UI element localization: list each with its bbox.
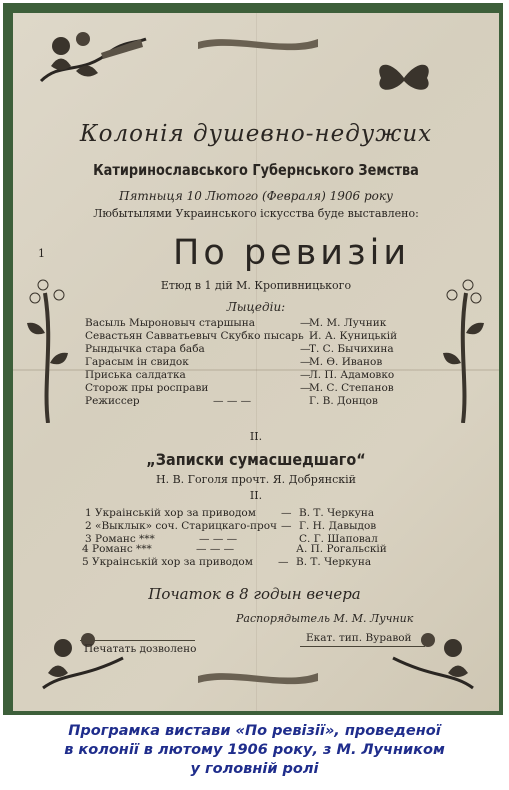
cast-dash: — bbox=[300, 369, 311, 381]
cast-actor: Г. В. Донцов bbox=[309, 395, 378, 407]
cast-role: Рындычка стара баба bbox=[85, 343, 205, 355]
reading-author: Н. В. Гоголя прочт. Я. Добрянскій bbox=[156, 473, 356, 486]
cast-role: Приська салдатка bbox=[85, 369, 186, 381]
performance-date: Пятныця 10 Лютого (Февраля) 1906 року bbox=[118, 189, 393, 203]
concert-item: 3 Романс *** bbox=[85, 533, 155, 545]
concert-dash: — — — bbox=[199, 533, 238, 545]
cast-dash: — bbox=[300, 343, 311, 355]
play-title: „Записки сумасшедшаго“ bbox=[146, 450, 366, 469]
intro-line: Любытылями Украинського іскусства буде выставлено: bbox=[93, 207, 419, 220]
divider bbox=[300, 646, 425, 647]
cast-actor: И. А. Куницькій bbox=[309, 330, 398, 342]
lily-branch-icon bbox=[438, 273, 488, 423]
lily-branch-icon bbox=[23, 273, 73, 423]
caption-line: у головній ролі bbox=[190, 761, 319, 777]
concert-actor: Г. Н. Давыдов bbox=[299, 520, 377, 532]
concert-item: 4 Романс *** bbox=[82, 543, 152, 555]
flower-spray-icon bbox=[31, 21, 151, 101]
cast-actor: М. М. Лучник bbox=[309, 317, 387, 329]
printer-note: Екат. тип. Вуравой bbox=[306, 632, 412, 644]
concert-item: 1 Украінській хор за приводом bbox=[85, 507, 256, 519]
cast-actor: М. С. Степанов bbox=[309, 382, 394, 394]
caption-line: Програмка вистави «По ревізії», проведеної bbox=[68, 723, 441, 739]
flower-spray-icon bbox=[33, 618, 133, 698]
cast-actor: М. Ѳ. Иванов bbox=[309, 356, 383, 368]
zemstvo-title: Катиринославського Губернського Земства bbox=[93, 161, 419, 179]
concert-item: 5 Украінській хор за приводом bbox=[82, 556, 253, 568]
concert-actor: С. Г. Шаповал bbox=[299, 533, 378, 545]
concert-item: 2 «Выклык» соч. Старицкаго-проч bbox=[85, 520, 277, 532]
flower-spray-icon bbox=[383, 618, 483, 698]
scroll-icon bbox=[193, 27, 323, 57]
cast-actor: Т. С. Бычихина bbox=[309, 343, 394, 355]
concert-actor: А. П. Рогальскій bbox=[296, 543, 387, 555]
part-number: II. bbox=[249, 430, 263, 443]
divider bbox=[80, 640, 195, 641]
concert-actor: В. Т. Черкуна bbox=[299, 507, 375, 519]
photo-frame bbox=[3, 3, 503, 715]
censor-note: Печатать дозволено bbox=[84, 643, 197, 655]
part-number: II. bbox=[249, 489, 263, 502]
cast-role: Сторож пры росправи bbox=[85, 382, 209, 394]
program-sheet bbox=[13, 13, 499, 711]
cast-role: Васыль Мыроновыч старшына bbox=[85, 317, 256, 329]
cast-dash: — bbox=[300, 317, 311, 329]
concert-dash: — bbox=[278, 556, 289, 568]
fold-line bbox=[256, 13, 257, 711]
play-subtitle: Етюд в 1 дій М. Кропивницького bbox=[160, 279, 352, 292]
play-title: По ревизіи bbox=[173, 233, 411, 273]
cast-dash: — bbox=[300, 382, 311, 394]
concert-dash: — bbox=[281, 507, 292, 519]
colony-title: Колонія душевно-недужих bbox=[79, 121, 433, 147]
concert-dash: — — — bbox=[196, 543, 235, 555]
cast-dash: — bbox=[300, 356, 311, 368]
part-number: 1 bbox=[38, 247, 45, 260]
director-line: Распорядытель М. М. Лучник bbox=[236, 612, 414, 625]
start-time: Початок в 8 годын вечера bbox=[148, 585, 361, 603]
caption-line: в колонії в лютому 1906 року, з М. Лучником bbox=[64, 742, 445, 758]
cast-role: Гарасым ін свидок bbox=[85, 356, 189, 368]
cast-actor: Л. П. Адамовко bbox=[309, 369, 395, 381]
butterfly-icon bbox=[369, 53, 439, 103]
scroll-icon bbox=[193, 661, 323, 691]
concert-dash: — bbox=[281, 520, 292, 532]
cast-role: Севастьян Савватьевыч Скубко пысарь bbox=[85, 330, 304, 342]
cast-dash: — — — bbox=[213, 395, 252, 407]
cast-heading: Лыцедіи: bbox=[226, 300, 286, 314]
cast-role: Режиссер bbox=[85, 395, 140, 407]
concert-actor: В. Т. Черкуна bbox=[296, 556, 372, 568]
